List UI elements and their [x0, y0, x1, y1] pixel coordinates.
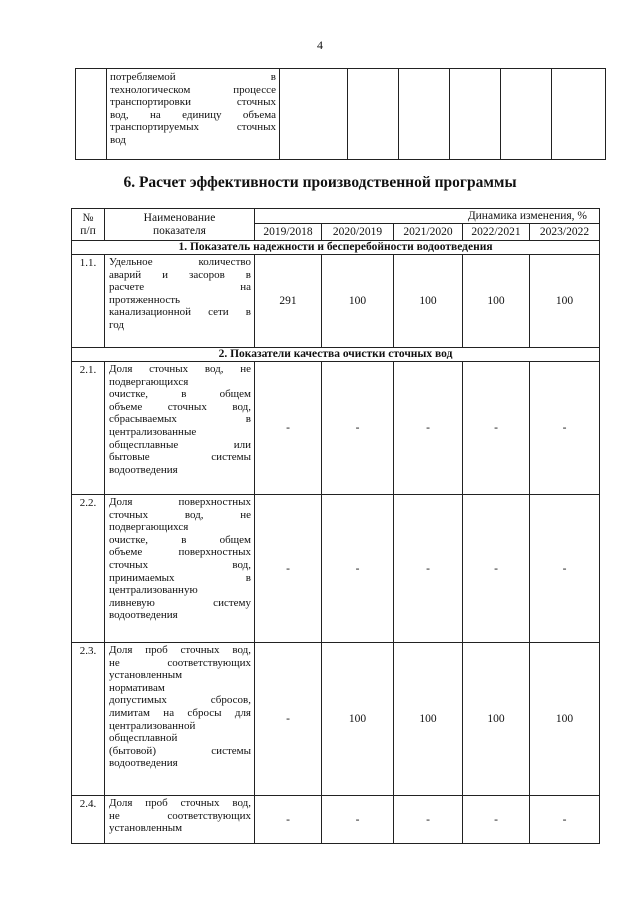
- page-number: 4: [317, 38, 323, 52]
- text-line: общесплавной: [109, 732, 178, 745]
- header-dynamics: Динамика изменения, %: [255, 209, 600, 224]
- row-number: 2.2.: [72, 495, 105, 643]
- text-line: водоотведения: [109, 609, 178, 622]
- text-line: общесплавные или: [109, 438, 251, 451]
- value-cell: -: [530, 362, 600, 495]
- value-cell: 291: [255, 255, 322, 348]
- text-line: установленным: [109, 669, 183, 682]
- value-cell: -: [530, 796, 600, 844]
- indicator-name: [105, 643, 255, 796]
- table-row: [72, 255, 600, 348]
- indicator-name: [105, 255, 255, 348]
- value-cell: 100: [322, 643, 394, 796]
- text-line: объеме поверхностных: [109, 546, 251, 559]
- text-line: потребляемой в: [110, 71, 276, 83]
- text-line: установленным: [109, 822, 183, 835]
- header-number: № п/п: [72, 209, 105, 241]
- value-cell: 100: [394, 643, 463, 796]
- value-cell: -: [255, 495, 322, 643]
- text-line: Доля поверхностных: [109, 496, 251, 508]
- text-line: канализационной сети в: [109, 306, 251, 319]
- row-number: 1.1.: [72, 255, 105, 348]
- value-cell: -: [394, 362, 463, 495]
- header-year: 2023/2022: [530, 224, 600, 241]
- value-cell: -: [463, 362, 530, 495]
- value-cell: 100: [463, 255, 530, 348]
- text-line: (бытовой) системы: [109, 744, 251, 757]
- text-line: аварий и засоров в: [109, 268, 251, 281]
- text-line: централизованные: [109, 425, 197, 438]
- text-line: вод: [110, 133, 126, 146]
- text-line: подвергающихся: [109, 375, 189, 388]
- efficiency-table: [71, 208, 600, 844]
- text-line: сточных вод, не: [109, 508, 251, 521]
- text-line: централизованной: [109, 719, 196, 732]
- value-cell: 100: [463, 643, 530, 796]
- row-number: 2.4.: [72, 796, 105, 844]
- text-line: очистке, в общем: [109, 388, 251, 401]
- text-line: нормативам: [109, 681, 165, 694]
- value-cell: 100: [530, 255, 600, 348]
- indicator-name: [105, 796, 255, 844]
- value-cell: -: [255, 796, 322, 844]
- value-cell: 100: [530, 643, 600, 796]
- value-cell: -: [255, 643, 322, 796]
- text-line: год: [109, 318, 125, 331]
- name-cell: [107, 69, 280, 160]
- text-line: транспортировки сточных: [110, 96, 276, 108]
- header-row: [72, 209, 600, 224]
- text-line: ливневую систему: [109, 596, 251, 609]
- text-line: Доля проб сточных вод,: [109, 644, 251, 656]
- header-year: 2020/2019: [322, 224, 394, 241]
- text-line: не соответствующих: [109, 809, 251, 822]
- table-row: [72, 643, 600, 796]
- header-year: 2019/2018: [255, 224, 322, 241]
- header-year: 2022/2021: [463, 224, 530, 241]
- section-row: [72, 348, 600, 362]
- text-line: транспортируемых сточных: [110, 121, 276, 133]
- text-line: объеме сточных вод,: [109, 400, 251, 413]
- value-cell: -: [394, 796, 463, 844]
- text-line: лимитам на сбросы для: [109, 706, 251, 719]
- text-line: принимаемых в: [109, 571, 251, 584]
- text-line: допустимых сбросов,: [109, 694, 251, 707]
- text-line: водоотведения: [109, 757, 178, 770]
- value-cell: -: [394, 495, 463, 643]
- text-line: протяженность: [109, 293, 181, 306]
- text-line: расчете на: [109, 281, 251, 294]
- table-row: [72, 495, 600, 643]
- text-line: очистке, в общем: [109, 533, 251, 546]
- value-cell: -: [322, 796, 394, 844]
- table-row: [72, 362, 600, 495]
- indicator-name: [107, 69, 279, 146]
- table-row: [76, 69, 606, 160]
- value-cell: -: [530, 495, 600, 643]
- table-row: [72, 796, 600, 844]
- value-cell: -: [463, 495, 530, 643]
- row-number: 2.1.: [72, 362, 105, 495]
- section-title: 6. Расчет эффективности производственной программы: [123, 174, 517, 191]
- text-line: централизованную: [109, 584, 198, 597]
- section-heading: 2. Показатели качества очистки сточных вод: [72, 348, 600, 362]
- text-line: сточных вод,: [109, 558, 251, 571]
- value-cell: -: [322, 362, 394, 495]
- value-cell: 100: [322, 255, 394, 348]
- text-line: технологическом процессе: [110, 83, 276, 96]
- header-name: Наименование показателя: [105, 209, 255, 241]
- text-line: водоотведения: [109, 463, 178, 476]
- text-line: Удельное количество: [109, 256, 251, 268]
- value-cell: 100: [394, 255, 463, 348]
- text-line: сбрасываемых в: [109, 413, 251, 426]
- text-line: Доля проб сточных вод,: [109, 797, 251, 809]
- text-line: Доля сточных вод, не: [109, 363, 251, 375]
- value-cell: -: [463, 796, 530, 844]
- section-row: [72, 241, 600, 255]
- continuation-table: [75, 68, 606, 160]
- value-cell: -: [322, 495, 394, 643]
- indicator-name: [105, 362, 255, 495]
- text-line: подвергающихся: [109, 521, 189, 534]
- value-cell: -: [255, 362, 322, 495]
- text-line: не соответствующих: [109, 656, 251, 669]
- header-year: 2021/2020: [394, 224, 463, 241]
- text-line: бытовые системы: [109, 451, 251, 464]
- indicator-name: [105, 495, 255, 643]
- section-heading: 1. Показатель надежности и бесперебойности водоотведения: [72, 241, 600, 255]
- text-line: вод, на единицу объема: [110, 108, 276, 121]
- row-number: 2.3.: [72, 643, 105, 796]
